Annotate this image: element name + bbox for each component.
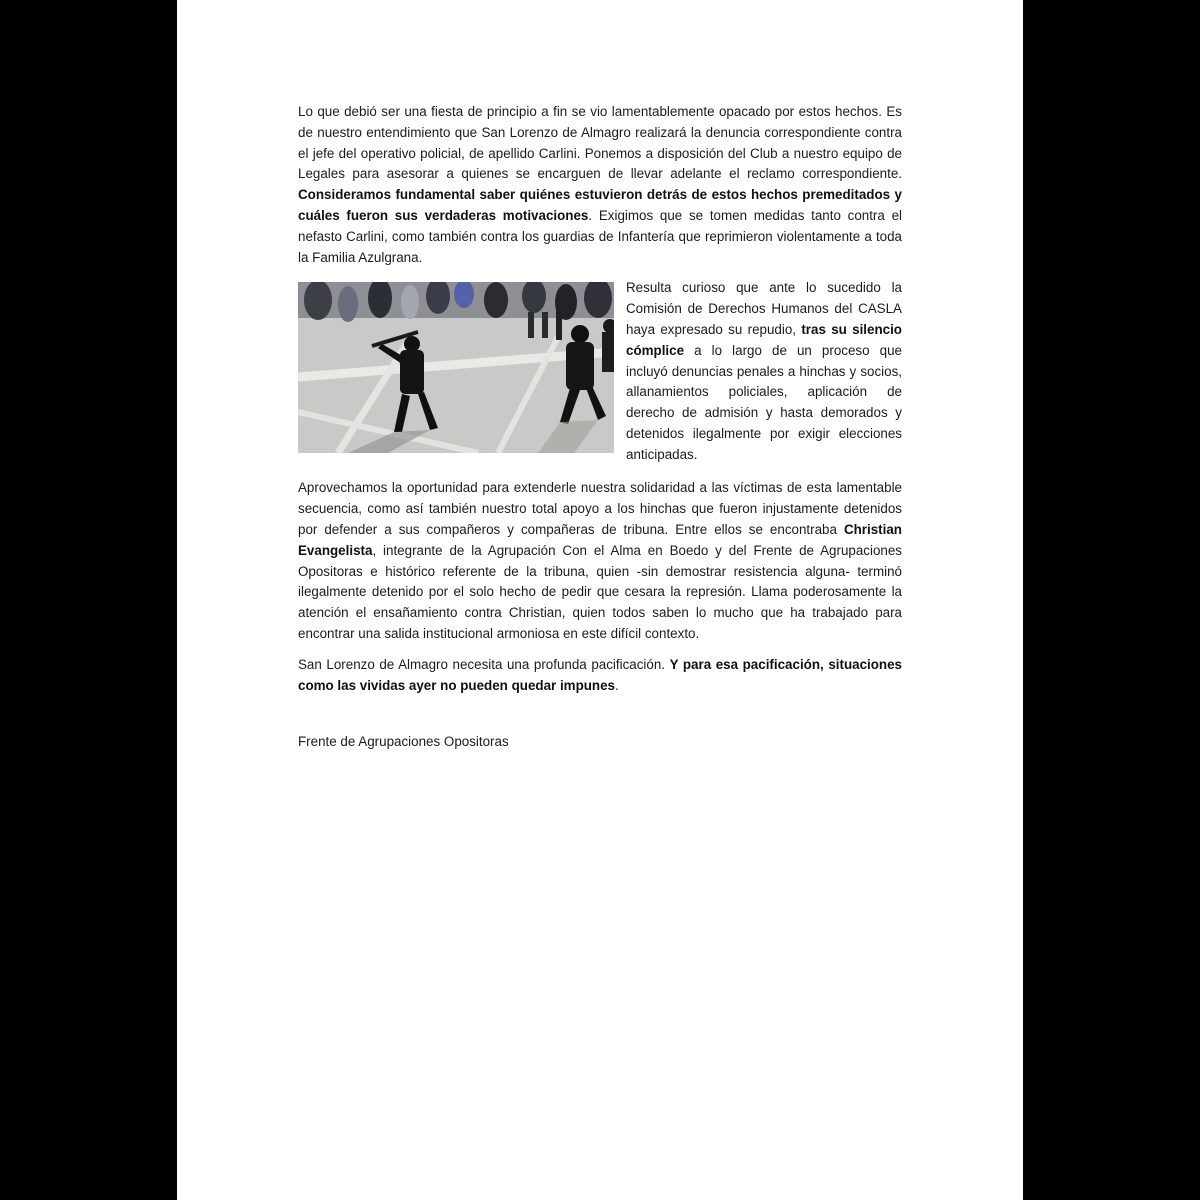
paragraph-3-text-end: , integrante de la Agrupación Con el Alma en Boedo y del Frente de Agrupaciones Opositoras e histórico referente de la tribuna, quien -sin demostrar resistencia alguna- terminó ilegalmente detenido por el solo hecho de pedir que cesara la represión. Llama poderosamente la atención el ensañamiento contra Christian, quien todos saben lo mucho que ha trabajado para encontrar una salida institucional armoniosa en este difícil contexto. [298,542,902,641]
paragraph-3-text: Aprovechamos la oportunidad para extenderle nuestra solidaridad a las víctimas de esta lamentable secuencia, como así también nuestro total apoyo a los hinchas que fueron injustamente detenidos por defender a sus compañeros y compañeras de tribuna. Entre ellos se encontraba [298,480,902,537]
paragraph-1-text-end: . Exigimos que se tomen medidas tanto contra el nefasto Carlini, como también contra los guardias de Infantería que reprimieron violentamente a toda la Familia Azulgrana. [298,207,902,265]
document-page [177,0,1023,1200]
paragraph-2-text-end: a lo largo de un proceso que incluyó denuncias penales a hinchas y socios, allanamientos policiales, aplicación de derecho de admisión y hasta demorados y detenidos ilegalmente por exigir elecciones anticipadas. [626,342,902,462]
paragraph-2 [626,278,902,465]
photo-and-paragraph-block [298,278,902,472]
signature: Frente de Agrupaciones Opositoras [298,734,509,750]
police-photo [298,282,614,453]
document-body [298,102,902,753]
paragraph-2-text: Resulta curioso que ante lo sucedido la Comisión de Derechos Humanos del CASLA haya expresado su repudio, [626,280,902,337]
paragraph-4-text-end: . [615,677,619,693]
paragraph-4-text: San Lorenzo de Almagro necesita una profunda pacificación. [298,656,670,672]
paragraph-1-bold: Consideramos fundamental saber quiénes estuvieron detrás de estos hechos premeditados y cuáles fueron sus verdaderas motivaciones [298,187,902,223]
paragraph-2-bold: tras su silencio cómplice [626,321,902,358]
paragraph-4-bold: Y para esa pacificación, situaciones como las vividas ayer no pueden quedar impunes [298,656,902,693]
paragraph-1 [298,102,902,268]
paragraph-1-text: Lo que debió ser una fiesta de principio a fin se vio lamentablemente opacado por estos hechos. Es de nuestro entendimiento que San Lorenzo de Almagro realizará la denuncia correspondiente contra el jefe del operativo policial, de apellido Carlini. Ponemos a disposición del Club a nuestro equipo de Legales para asesorar a quienes se encarguen de llevar adelante el reclamo correspondiente. [298,104,902,182]
paragraph-4 [298,655,902,697]
paragraph-3 [298,478,902,644]
paragraph-3-bold: Christian Evangelista [298,521,902,558]
